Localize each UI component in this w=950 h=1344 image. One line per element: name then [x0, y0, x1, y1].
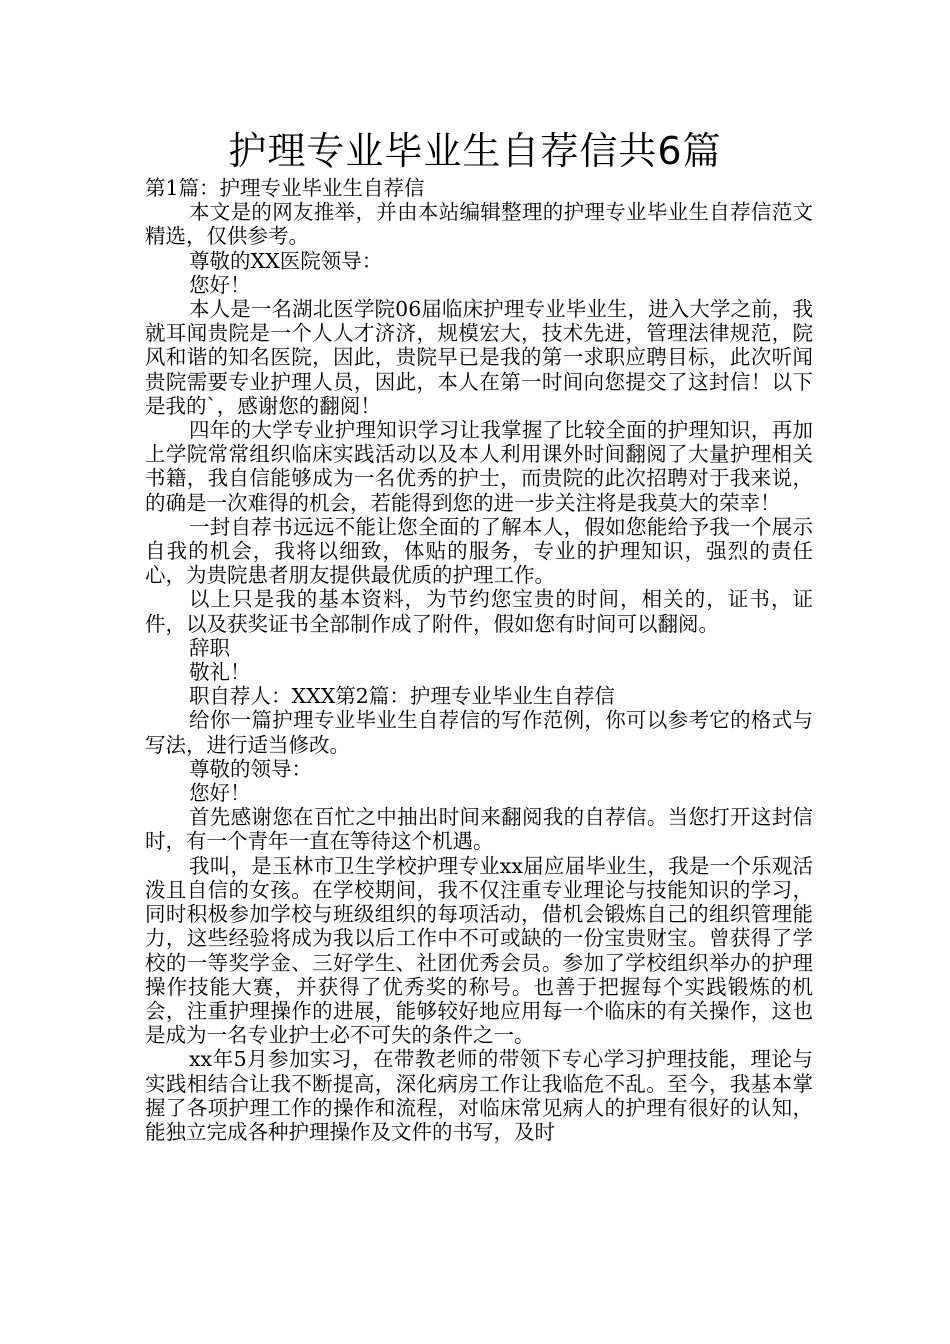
paragraph: 本文是的网友推举，并由本站编辑整理的护理专业毕业生自荐信范文精选，仅供参考。	[145, 200, 813, 249]
paragraph: 尊敬的领导：	[189, 756, 312, 781]
paragraph: 四年的大学专业护理知识学习让我掌握了比较全面的护理知识，再加上学院常常组织临床实践活动以及本人利用课外时间翻阅了大量护理相关书籍，我自信能够成为一名优秀的护士，而贵院的此次招聘对于我来说，的确是一次难得的机会，若能得到您的进一步关注将是我莫大的荣幸！	[145, 418, 813, 515]
paragraph: 您好！	[189, 781, 251, 806]
paragraph: 辞职	[189, 635, 230, 660]
paragraph: 敬礼！	[189, 660, 251, 685]
paragraph: 本人是一名湖北医学院06届临床护理专业毕业生，进入大学之前，我就耳闻贵院是一个人人才济济，规模宏大，技术先进，管理法律规范，院风和谐的知名医院，因此，贵院早已是我的第一求职应聘目标，此次听闻贵院需要专业护理人员，因此，本人在第一时间向您提交了这封信！以下是我的`，感谢您的翻阅！	[145, 297, 813, 418]
paragraph: 我叫，是玉林市卫生学校护理专业xx届应届毕业生，我是一个乐观活泼且自信的女孩。在学校期间，我不仅注重专业理论与技能知识的学习，同时积极参加学校与班级组织的每项活动，借机会锻炼自己的组织管理能力，这些经验将成为我以后工作中不可或缺的一份宝贵财宝。曾获得了学校的一等奖学金、三好学生、社团优秀会员。参加了学校组织举办的护理操作技能大赛，并获得了优秀奖的称号。也善于把握每个实践锻炼的机会，注重护理操作的进展，能够较好地应用每一个临床的有关操作，这也是成为一名专业护士必不可失的条件之一。	[145, 853, 813, 1048]
document-body	[145, 176, 813, 1144]
paragraph: 您好！	[189, 272, 251, 297]
paragraph: 尊敬的XX医院领导：	[189, 248, 383, 273]
document-title: 护理专业毕业生自荐信共6篇	[228, 129, 722, 173]
paragraph: 一封自荐书远远不能让您全面的了解本人，假如您能给予我一个展示自我的机会，我将以细致，体贴的服务，专业的护理知识，强烈的责任心，为贵院患者朋友提供最优质的护理工作。	[145, 514, 813, 588]
paragraph: 第1篇：护理专业毕业生自荐信	[145, 176, 425, 200]
paragraph: 职自荐人：XXX第2篇：护理专业毕业生自荐信	[189, 684, 615, 709]
paragraph: 给你一篇护理专业毕业生自荐信的写作范例，你可以参考它的格式与写法，进行适当修改。	[145, 708, 813, 757]
paragraph: 以上只是我的基本资料，为节约您宝贵的时间，相关的，证书，证件，以及获奖证书全部制作成了附件，假如您有时间可以翻阅。	[145, 587, 813, 636]
paragraph: xx年5月参加实习，在带教老师的带领下专心学习护理技能，理论与实践相结合让我不断提高，深化病房工作让我临危不乱。至今，我基本掌握了各项护理工作的操作和流程，对临床常见病人的护理有很好的认知，能独立完成各种护理操作及文件的书写，及时	[145, 1047, 813, 1144]
paragraph: 首先感谢您在百忙之中抽出时间来翻阅我的自荐信。当您打开这封信时，有一个青年一直在等待这个机遇。	[145, 805, 813, 854]
